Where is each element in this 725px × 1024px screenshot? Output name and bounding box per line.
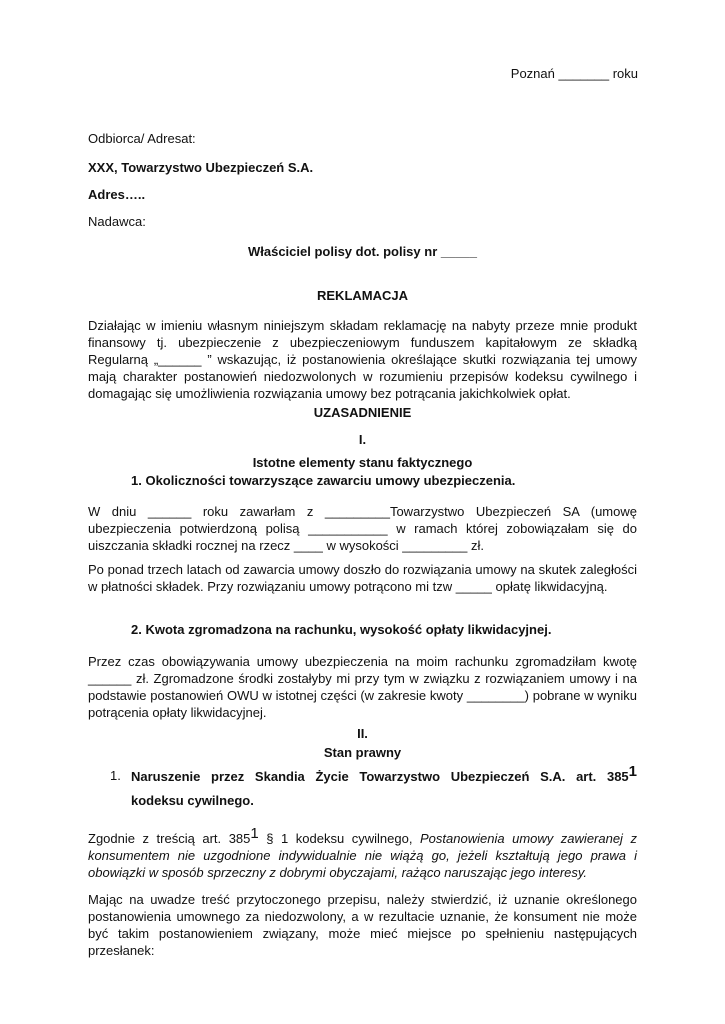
- recipient-company: XXX, Towarzystwo Ubezpieczeń S.A.: [88, 160, 314, 175]
- section2-item1-number: 1.: [110, 768, 121, 783]
- section1-sub2-heading: 2. Kwota zgromadzona na rachunku, wysokość opłaty likwidacyjnej.: [131, 622, 552, 637]
- document-title: REKLAMACJA: [317, 288, 408, 303]
- recipient-label: Odbiorca/ Adresat:: [88, 131, 196, 146]
- section1-sub2-para1: Przez czas obowiązywania umowy ubezpieczenia na moim rachunku zgromadziłam kwotę ______ zł. Zgromadzone środki zostałyby mi przy tym w związku z rozwiązaniem umowy i na podstawie postanowień OWU w istotnej części (w zakresie kwoty ________) pobrane w wyniku potrącenia opłaty likwidacyjnej.: [88, 654, 637, 720]
- section2-item1-heading: [131, 763, 637, 785]
- section2-para1-quote: Postanowienia umowy zawieranej z konsumentem nie uzgodnione indywidualnie nie wiążą go, jeżeli kształtują jego prawa i obowiązki w sposób sprzeczny z dobrymi obyczajami, rażąco naruszając jego interesy.: [88, 831, 637, 880]
- section1-sub1-para1: W dniu ______ roku zawarłam z _________Towarzystwo Ubezpieczeń SA (umowę ubezpieczenia potwierdzoną polisą ___________ w ramach której zobowiązałam się do uiszczania składki rocznej na rzecz ____ w wysokości _________ zł.: [88, 504, 637, 553]
- section2-numeral: II.: [357, 726, 368, 741]
- section1-sub1-para2: Po ponad trzech latach od zawarcia umowy doszło do rozwiązania umowy na skutek zaległości w płatności składek. Przy rozwiązaniu umowy potrącono mi tzw _____ opłatę likwidacyjną.: [88, 562, 637, 594]
- place-date: Poznań _______ roku: [510, 66, 638, 81]
- intro-paragraph: Działając w imieniu własnym niniejszym składam reklamację na nabyty przeze mnie produkt finansowy tj. ubezpieczenie z ubezpieczeniowym funduszem kapitałowym ze składką Regularną „______ ” wskazując, iż postanowienia określające skutki rozwiązania tej umowy mają charakter postanowień niedozwolonych w rozumieniu przepisów kodeksu cywilnego i domagając się umożliwienia rozwiązania umowy bez potrącania jakichkolwiek opłat.: [88, 318, 637, 401]
- section2-item1-line2: kodeksu cywilnego.: [131, 793, 254, 808]
- section2-item1-line1: Naruszenie przez Skandia Życie Towarzystwo Ubezpieczeń S.A. art. 385: [131, 769, 629, 784]
- section2-title: Stan prawny: [323, 745, 402, 760]
- article-superscript: 1: [250, 825, 259, 842]
- sender-label: Nadawca:: [88, 214, 146, 229]
- recipient-address: Adres…..: [88, 187, 146, 202]
- article-superscript: 1: [628, 763, 637, 780]
- section2-para1-start: Zgodnie z treścią art. 385: [88, 831, 251, 846]
- section2-para2: Mając na uwadze treść przytoczonego przepisu, należy stwierdzić, iż uznanie określonego postanowienia umownego za niedozwolony, a w rezultacie uznanie, że konsument nie może być takim postanowieniem związany, może mieć miejsce po spełnieniu następujących przesłanek:: [88, 892, 637, 958]
- section1-numeral: I.: [358, 432, 367, 447]
- section1-sub1-heading: 1. Okoliczności towarzyszące zawarciu umowy ubezpieczenia.: [131, 473, 516, 488]
- policy-owner-line: Właściciel polisy dot. polisy nr _____: [247, 244, 478, 259]
- section2-para1: [88, 825, 637, 881]
- section2-para1-mid: § 1 kodeksu cywilnego,: [258, 831, 420, 846]
- section1-title: Istotne elementy stanu faktycznego: [252, 455, 473, 470]
- justification-heading: UZASADNIENIE: [313, 405, 412, 420]
